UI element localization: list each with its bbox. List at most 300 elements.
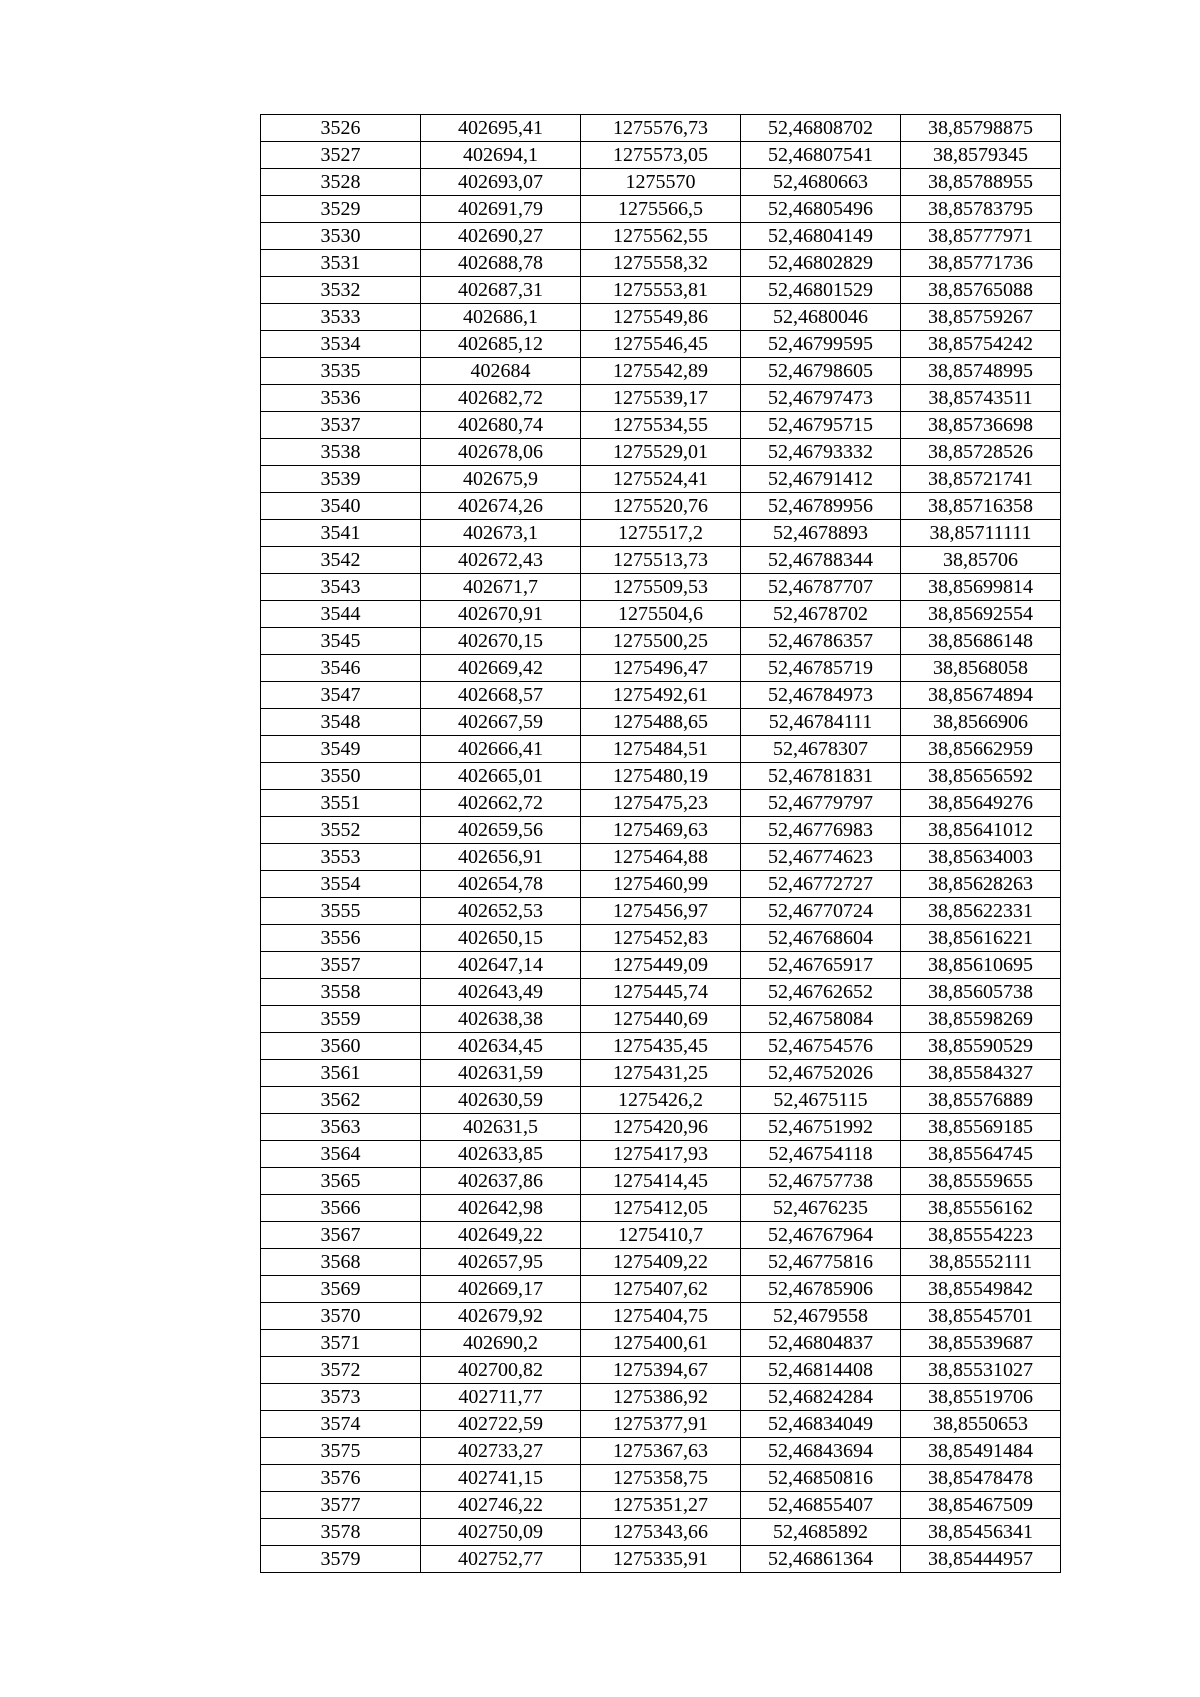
table-row bbox=[261, 871, 1061, 898]
latitude-cell: 52,46789956 bbox=[741, 493, 901, 520]
y-coordinate-cell: 1275431,25 bbox=[581, 1060, 741, 1087]
point-number-cell: 3531 bbox=[261, 250, 421, 277]
table-row bbox=[261, 142, 1061, 169]
latitude-cell: 52,46788344 bbox=[741, 547, 901, 574]
longitude-cell: 38,85706 bbox=[901, 547, 1061, 574]
longitude-cell: 38,85662959 bbox=[901, 736, 1061, 763]
x-coordinate-cell: 402659,56 bbox=[421, 817, 581, 844]
y-coordinate-cell: 1275562,55 bbox=[581, 223, 741, 250]
table-row bbox=[261, 682, 1061, 709]
point-number-cell: 3544 bbox=[261, 601, 421, 628]
table-row bbox=[261, 385, 1061, 412]
latitude-cell: 52,46798605 bbox=[741, 358, 901, 385]
longitude-cell: 38,8550653 bbox=[901, 1411, 1061, 1438]
y-coordinate-cell: 1275484,51 bbox=[581, 736, 741, 763]
x-coordinate-cell: 402665,01 bbox=[421, 763, 581, 790]
x-coordinate-cell: 402750,09 bbox=[421, 1519, 581, 1546]
coordinates-table bbox=[260, 114, 1061, 1573]
x-coordinate-cell: 402654,78 bbox=[421, 871, 581, 898]
longitude-cell: 38,85598269 bbox=[901, 1006, 1061, 1033]
point-number-cell: 3569 bbox=[261, 1276, 421, 1303]
x-coordinate-cell: 402684 bbox=[421, 358, 581, 385]
x-coordinate-cell: 402678,06 bbox=[421, 439, 581, 466]
table-row bbox=[261, 439, 1061, 466]
longitude-cell: 38,85559655 bbox=[901, 1168, 1061, 1195]
latitude-cell: 52,46772727 bbox=[741, 871, 901, 898]
latitude-cell: 52,46805496 bbox=[741, 196, 901, 223]
longitude-cell: 38,85736698 bbox=[901, 412, 1061, 439]
latitude-cell: 52,4679558 bbox=[741, 1303, 901, 1330]
latitude-cell: 52,46787707 bbox=[741, 574, 901, 601]
longitude-cell: 38,85686148 bbox=[901, 628, 1061, 655]
point-number-cell: 3554 bbox=[261, 871, 421, 898]
latitude-cell: 52,46776983 bbox=[741, 817, 901, 844]
longitude-cell: 38,85576889 bbox=[901, 1087, 1061, 1114]
point-number-cell: 3564 bbox=[261, 1141, 421, 1168]
point-number-cell: 3570 bbox=[261, 1303, 421, 1330]
latitude-cell: 52,46784973 bbox=[741, 682, 901, 709]
longitude-cell: 38,85748995 bbox=[901, 358, 1061, 385]
table-row bbox=[261, 574, 1061, 601]
latitude-cell: 52,46804149 bbox=[741, 223, 901, 250]
longitude-cell: 38,85545701 bbox=[901, 1303, 1061, 1330]
y-coordinate-cell: 1275420,96 bbox=[581, 1114, 741, 1141]
x-coordinate-cell: 402679,92 bbox=[421, 1303, 581, 1330]
x-coordinate-cell: 402711,77 bbox=[421, 1384, 581, 1411]
longitude-cell: 38,85716358 bbox=[901, 493, 1061, 520]
x-coordinate-cell: 402647,14 bbox=[421, 952, 581, 979]
y-coordinate-cell: 1275377,91 bbox=[581, 1411, 741, 1438]
table-row bbox=[261, 1222, 1061, 1249]
latitude-cell: 52,46793332 bbox=[741, 439, 901, 466]
y-coordinate-cell: 1275576,73 bbox=[581, 115, 741, 142]
x-coordinate-cell: 402741,15 bbox=[421, 1465, 581, 1492]
longitude-cell: 38,85605738 bbox=[901, 979, 1061, 1006]
latitude-cell: 52,46814408 bbox=[741, 1357, 901, 1384]
point-number-cell: 3551 bbox=[261, 790, 421, 817]
point-number-cell: 3549 bbox=[261, 736, 421, 763]
y-coordinate-cell: 1275414,45 bbox=[581, 1168, 741, 1195]
longitude-cell: 38,85491484 bbox=[901, 1438, 1061, 1465]
point-number-cell: 3555 bbox=[261, 898, 421, 925]
longitude-cell: 38,85728526 bbox=[901, 439, 1061, 466]
latitude-cell: 52,46855407 bbox=[741, 1492, 901, 1519]
x-coordinate-cell: 402685,12 bbox=[421, 331, 581, 358]
point-number-cell: 3561 bbox=[261, 1060, 421, 1087]
x-coordinate-cell: 402634,45 bbox=[421, 1033, 581, 1060]
latitude-cell: 52,46785719 bbox=[741, 655, 901, 682]
x-coordinate-cell: 402694,1 bbox=[421, 142, 581, 169]
table-row bbox=[261, 925, 1061, 952]
x-coordinate-cell: 402649,22 bbox=[421, 1222, 581, 1249]
point-number-cell: 3567 bbox=[261, 1222, 421, 1249]
point-number-cell: 3536 bbox=[261, 385, 421, 412]
table-row bbox=[261, 628, 1061, 655]
point-number-cell: 3541 bbox=[261, 520, 421, 547]
y-coordinate-cell: 1275520,76 bbox=[581, 493, 741, 520]
y-coordinate-cell: 1275452,83 bbox=[581, 925, 741, 952]
y-coordinate-cell: 1275496,47 bbox=[581, 655, 741, 682]
longitude-cell: 38,85692554 bbox=[901, 601, 1061, 628]
table-row bbox=[261, 1411, 1061, 1438]
point-number-cell: 3542 bbox=[261, 547, 421, 574]
table-row bbox=[261, 736, 1061, 763]
table-row bbox=[261, 304, 1061, 331]
y-coordinate-cell: 1275394,67 bbox=[581, 1357, 741, 1384]
latitude-cell: 52,46861364 bbox=[741, 1546, 901, 1573]
x-coordinate-cell: 402687,31 bbox=[421, 277, 581, 304]
latitude-cell: 52,46850816 bbox=[741, 1465, 901, 1492]
latitude-cell: 52,4676235 bbox=[741, 1195, 901, 1222]
latitude-cell: 52,46775816 bbox=[741, 1249, 901, 1276]
y-coordinate-cell: 1275351,27 bbox=[581, 1492, 741, 1519]
table-row bbox=[261, 493, 1061, 520]
longitude-cell: 38,85554223 bbox=[901, 1222, 1061, 1249]
x-coordinate-cell: 402669,17 bbox=[421, 1276, 581, 1303]
table-row bbox=[261, 817, 1061, 844]
x-coordinate-cell: 402682,72 bbox=[421, 385, 581, 412]
longitude-cell: 38,85590529 bbox=[901, 1033, 1061, 1060]
table-row bbox=[261, 1276, 1061, 1303]
latitude-cell: 52,46807541 bbox=[741, 142, 901, 169]
x-coordinate-cell: 402671,7 bbox=[421, 574, 581, 601]
latitude-cell: 52,46802829 bbox=[741, 250, 901, 277]
latitude-cell: 52,46758084 bbox=[741, 1006, 901, 1033]
longitude-cell: 38,85656592 bbox=[901, 763, 1061, 790]
latitude-cell: 52,46791412 bbox=[741, 466, 901, 493]
longitude-cell: 38,85798875 bbox=[901, 115, 1061, 142]
x-coordinate-cell: 402643,49 bbox=[421, 979, 581, 1006]
x-coordinate-cell: 402657,95 bbox=[421, 1249, 581, 1276]
latitude-cell: 52,46784111 bbox=[741, 709, 901, 736]
table-row bbox=[261, 115, 1061, 142]
table-row bbox=[261, 358, 1061, 385]
longitude-cell: 38,85616221 bbox=[901, 925, 1061, 952]
x-coordinate-cell: 402630,59 bbox=[421, 1087, 581, 1114]
y-coordinate-cell: 1275449,09 bbox=[581, 952, 741, 979]
longitude-cell: 38,85743511 bbox=[901, 385, 1061, 412]
y-coordinate-cell: 1275460,99 bbox=[581, 871, 741, 898]
latitude-cell: 52,46768604 bbox=[741, 925, 901, 952]
longitude-cell: 38,85699814 bbox=[901, 574, 1061, 601]
longitude-cell: 38,85539687 bbox=[901, 1330, 1061, 1357]
latitude-cell: 52,4685892 bbox=[741, 1519, 901, 1546]
latitude-cell: 52,46834049 bbox=[741, 1411, 901, 1438]
y-coordinate-cell: 1275542,89 bbox=[581, 358, 741, 385]
table-row bbox=[261, 844, 1061, 871]
table-row bbox=[261, 277, 1061, 304]
latitude-cell: 52,4678893 bbox=[741, 520, 901, 547]
x-coordinate-cell: 402688,78 bbox=[421, 250, 581, 277]
x-coordinate-cell: 402642,98 bbox=[421, 1195, 581, 1222]
table-row bbox=[261, 169, 1061, 196]
latitude-cell: 52,46786357 bbox=[741, 628, 901, 655]
point-number-cell: 3576 bbox=[261, 1465, 421, 1492]
y-coordinate-cell: 1275517,2 bbox=[581, 520, 741, 547]
x-coordinate-cell: 402638,38 bbox=[421, 1006, 581, 1033]
y-coordinate-cell: 1275500,25 bbox=[581, 628, 741, 655]
x-coordinate-cell: 402656,91 bbox=[421, 844, 581, 871]
y-coordinate-cell: 1275343,66 bbox=[581, 1519, 741, 1546]
table-row bbox=[261, 1249, 1061, 1276]
point-number-cell: 3568 bbox=[261, 1249, 421, 1276]
longitude-cell: 38,85641012 bbox=[901, 817, 1061, 844]
table-row bbox=[261, 1168, 1061, 1195]
table-row bbox=[261, 466, 1061, 493]
longitude-cell: 38,85788955 bbox=[901, 169, 1061, 196]
y-coordinate-cell: 1275435,45 bbox=[581, 1033, 741, 1060]
y-coordinate-cell: 1275445,74 bbox=[581, 979, 741, 1006]
y-coordinate-cell: 1275440,69 bbox=[581, 1006, 741, 1033]
y-coordinate-cell: 1275400,61 bbox=[581, 1330, 741, 1357]
x-coordinate-cell: 402670,15 bbox=[421, 628, 581, 655]
point-number-cell: 3528 bbox=[261, 169, 421, 196]
latitude-cell: 52,46781831 bbox=[741, 763, 901, 790]
longitude-cell: 38,8566906 bbox=[901, 709, 1061, 736]
longitude-cell: 38,85711111 bbox=[901, 520, 1061, 547]
point-number-cell: 3534 bbox=[261, 331, 421, 358]
table-row bbox=[261, 979, 1061, 1006]
y-coordinate-cell: 1275529,01 bbox=[581, 439, 741, 466]
longitude-cell: 38,85622331 bbox=[901, 898, 1061, 925]
longitude-cell: 38,85478478 bbox=[901, 1465, 1061, 1492]
x-coordinate-cell: 402668,57 bbox=[421, 682, 581, 709]
latitude-cell: 52,46824284 bbox=[741, 1384, 901, 1411]
latitude-cell: 52,46779797 bbox=[741, 790, 901, 817]
longitude-cell: 38,85531027 bbox=[901, 1357, 1061, 1384]
longitude-cell: 38,85771736 bbox=[901, 250, 1061, 277]
longitude-cell: 38,85721741 bbox=[901, 466, 1061, 493]
point-number-cell: 3526 bbox=[261, 115, 421, 142]
x-coordinate-cell: 402675,9 bbox=[421, 466, 581, 493]
point-number-cell: 3562 bbox=[261, 1087, 421, 1114]
latitude-cell: 52,46757738 bbox=[741, 1168, 901, 1195]
y-coordinate-cell: 1275456,97 bbox=[581, 898, 741, 925]
longitude-cell: 38,85628263 bbox=[901, 871, 1061, 898]
longitude-cell: 38,8579345 bbox=[901, 142, 1061, 169]
table-row bbox=[261, 1141, 1061, 1168]
y-coordinate-cell: 1275509,53 bbox=[581, 574, 741, 601]
latitude-cell: 52,46801529 bbox=[741, 277, 901, 304]
longitude-cell: 38,85552111 bbox=[901, 1249, 1061, 1276]
point-number-cell: 3559 bbox=[261, 1006, 421, 1033]
y-coordinate-cell: 1275539,17 bbox=[581, 385, 741, 412]
y-coordinate-cell: 1275409,22 bbox=[581, 1249, 741, 1276]
longitude-cell: 38,85556162 bbox=[901, 1195, 1061, 1222]
latitude-cell: 52,46785906 bbox=[741, 1276, 901, 1303]
longitude-cell: 38,85549842 bbox=[901, 1276, 1061, 1303]
y-coordinate-cell: 1275335,91 bbox=[581, 1546, 741, 1573]
point-number-cell: 3535 bbox=[261, 358, 421, 385]
table-row bbox=[261, 1006, 1061, 1033]
latitude-cell: 52,46843694 bbox=[741, 1438, 901, 1465]
point-number-cell: 3548 bbox=[261, 709, 421, 736]
latitude-cell: 52,46808702 bbox=[741, 115, 901, 142]
point-number-cell: 3566 bbox=[261, 1195, 421, 1222]
point-number-cell: 3540 bbox=[261, 493, 421, 520]
point-number-cell: 3572 bbox=[261, 1357, 421, 1384]
table-row bbox=[261, 601, 1061, 628]
y-coordinate-cell: 1275534,55 bbox=[581, 412, 741, 439]
x-coordinate-cell: 402631,5 bbox=[421, 1114, 581, 1141]
x-coordinate-cell: 402662,72 bbox=[421, 790, 581, 817]
latitude-cell: 52,46751992 bbox=[741, 1114, 901, 1141]
table-row bbox=[261, 547, 1061, 574]
x-coordinate-cell: 402752,77 bbox=[421, 1546, 581, 1573]
y-coordinate-cell: 1275513,73 bbox=[581, 547, 741, 574]
point-number-cell: 3550 bbox=[261, 763, 421, 790]
longitude-cell: 38,85674894 bbox=[901, 682, 1061, 709]
longitude-cell: 38,85777971 bbox=[901, 223, 1061, 250]
table-row bbox=[261, 952, 1061, 979]
coordinates-table-body bbox=[261, 115, 1061, 1573]
y-coordinate-cell: 1275553,81 bbox=[581, 277, 741, 304]
point-number-cell: 3565 bbox=[261, 1168, 421, 1195]
y-coordinate-cell: 1275407,62 bbox=[581, 1276, 741, 1303]
latitude-cell: 52,46752026 bbox=[741, 1060, 901, 1087]
y-coordinate-cell: 1275367,63 bbox=[581, 1438, 741, 1465]
table-row bbox=[261, 412, 1061, 439]
point-number-cell: 3577 bbox=[261, 1492, 421, 1519]
table-row bbox=[261, 250, 1061, 277]
y-coordinate-cell: 1275492,61 bbox=[581, 682, 741, 709]
table-row bbox=[261, 709, 1061, 736]
point-number-cell: 3573 bbox=[261, 1384, 421, 1411]
x-coordinate-cell: 402690,27 bbox=[421, 223, 581, 250]
longitude-cell: 38,85584327 bbox=[901, 1060, 1061, 1087]
latitude-cell: 52,46797473 bbox=[741, 385, 901, 412]
table-row bbox=[261, 1357, 1061, 1384]
longitude-cell: 38,85759267 bbox=[901, 304, 1061, 331]
latitude-cell: 52,4680046 bbox=[741, 304, 901, 331]
y-coordinate-cell: 1275558,32 bbox=[581, 250, 741, 277]
point-number-cell: 3560 bbox=[261, 1033, 421, 1060]
y-coordinate-cell: 1275426,2 bbox=[581, 1087, 741, 1114]
point-number-cell: 3558 bbox=[261, 979, 421, 1006]
table-row bbox=[261, 223, 1061, 250]
x-coordinate-cell: 402686,1 bbox=[421, 304, 581, 331]
point-number-cell: 3553 bbox=[261, 844, 421, 871]
table-row bbox=[261, 196, 1061, 223]
point-number-cell: 3543 bbox=[261, 574, 421, 601]
latitude-cell: 52,46765917 bbox=[741, 952, 901, 979]
table-row bbox=[261, 655, 1061, 682]
point-number-cell: 3578 bbox=[261, 1519, 421, 1546]
y-coordinate-cell: 1275488,65 bbox=[581, 709, 741, 736]
y-coordinate-cell: 1275504,6 bbox=[581, 601, 741, 628]
table-row bbox=[261, 1303, 1061, 1330]
latitude-cell: 52,46754576 bbox=[741, 1033, 901, 1060]
longitude-cell: 38,85634003 bbox=[901, 844, 1061, 871]
point-number-cell: 3532 bbox=[261, 277, 421, 304]
y-coordinate-cell: 1275412,05 bbox=[581, 1195, 741, 1222]
table-row bbox=[261, 1546, 1061, 1573]
latitude-cell: 52,4678307 bbox=[741, 736, 901, 763]
y-coordinate-cell: 1275480,19 bbox=[581, 763, 741, 790]
latitude-cell: 52,46804837 bbox=[741, 1330, 901, 1357]
longitude-cell: 38,8568058 bbox=[901, 655, 1061, 682]
x-coordinate-cell: 402650,15 bbox=[421, 925, 581, 952]
table-row bbox=[261, 1519, 1061, 1546]
table-row bbox=[261, 1114, 1061, 1141]
point-number-cell: 3530 bbox=[261, 223, 421, 250]
longitude-cell: 38,85467509 bbox=[901, 1492, 1061, 1519]
y-coordinate-cell: 1275549,86 bbox=[581, 304, 741, 331]
table-row bbox=[261, 1060, 1061, 1087]
y-coordinate-cell: 1275386,92 bbox=[581, 1384, 741, 1411]
latitude-cell: 52,4675115 bbox=[741, 1087, 901, 1114]
table-row bbox=[261, 520, 1061, 547]
y-coordinate-cell: 1275404,75 bbox=[581, 1303, 741, 1330]
longitude-cell: 38,85765088 bbox=[901, 277, 1061, 304]
point-number-cell: 3575 bbox=[261, 1438, 421, 1465]
table-row bbox=[261, 1087, 1061, 1114]
point-number-cell: 3537 bbox=[261, 412, 421, 439]
point-number-cell: 3574 bbox=[261, 1411, 421, 1438]
longitude-cell: 38,85456341 bbox=[901, 1519, 1061, 1546]
longitude-cell: 38,85564745 bbox=[901, 1141, 1061, 1168]
latitude-cell: 52,4680663 bbox=[741, 169, 901, 196]
x-coordinate-cell: 402637,86 bbox=[421, 1168, 581, 1195]
x-coordinate-cell: 402722,59 bbox=[421, 1411, 581, 1438]
point-number-cell: 3538 bbox=[261, 439, 421, 466]
longitude-cell: 38,85783795 bbox=[901, 196, 1061, 223]
table-row bbox=[261, 763, 1061, 790]
x-coordinate-cell: 402667,59 bbox=[421, 709, 581, 736]
latitude-cell: 52,46762652 bbox=[741, 979, 901, 1006]
y-coordinate-cell: 1275410,7 bbox=[581, 1222, 741, 1249]
point-number-cell: 3563 bbox=[261, 1114, 421, 1141]
x-coordinate-cell: 402631,59 bbox=[421, 1060, 581, 1087]
point-number-cell: 3545 bbox=[261, 628, 421, 655]
x-coordinate-cell: 402670,91 bbox=[421, 601, 581, 628]
y-coordinate-cell: 1275524,41 bbox=[581, 466, 741, 493]
table-row bbox=[261, 1465, 1061, 1492]
x-coordinate-cell: 402666,41 bbox=[421, 736, 581, 763]
table-row bbox=[261, 1438, 1061, 1465]
point-number-cell: 3556 bbox=[261, 925, 421, 952]
latitude-cell: 52,46770724 bbox=[741, 898, 901, 925]
latitude-cell: 52,46774623 bbox=[741, 844, 901, 871]
y-coordinate-cell: 1275469,63 bbox=[581, 817, 741, 844]
point-number-cell: 3557 bbox=[261, 952, 421, 979]
latitude-cell: 52,46799595 bbox=[741, 331, 901, 358]
x-coordinate-cell: 402672,43 bbox=[421, 547, 581, 574]
table-row bbox=[261, 331, 1061, 358]
point-number-cell: 3546 bbox=[261, 655, 421, 682]
longitude-cell: 38,85610695 bbox=[901, 952, 1061, 979]
point-number-cell: 3529 bbox=[261, 196, 421, 223]
point-number-cell: 3539 bbox=[261, 466, 421, 493]
x-coordinate-cell: 402680,74 bbox=[421, 412, 581, 439]
longitude-cell: 38,85444957 bbox=[901, 1546, 1061, 1573]
table-row bbox=[261, 1384, 1061, 1411]
x-coordinate-cell: 402746,22 bbox=[421, 1492, 581, 1519]
x-coordinate-cell: 402669,42 bbox=[421, 655, 581, 682]
point-number-cell: 3579 bbox=[261, 1546, 421, 1573]
point-number-cell: 3547 bbox=[261, 682, 421, 709]
x-coordinate-cell: 402633,85 bbox=[421, 1141, 581, 1168]
table-row bbox=[261, 898, 1061, 925]
longitude-cell: 38,85519706 bbox=[901, 1384, 1061, 1411]
x-coordinate-cell: 402693,07 bbox=[421, 169, 581, 196]
table-row bbox=[261, 1492, 1061, 1519]
x-coordinate-cell: 402690,2 bbox=[421, 1330, 581, 1357]
table-row bbox=[261, 790, 1061, 817]
y-coordinate-cell: 1275570 bbox=[581, 169, 741, 196]
latitude-cell: 52,46754118 bbox=[741, 1141, 901, 1168]
point-number-cell: 3571 bbox=[261, 1330, 421, 1357]
